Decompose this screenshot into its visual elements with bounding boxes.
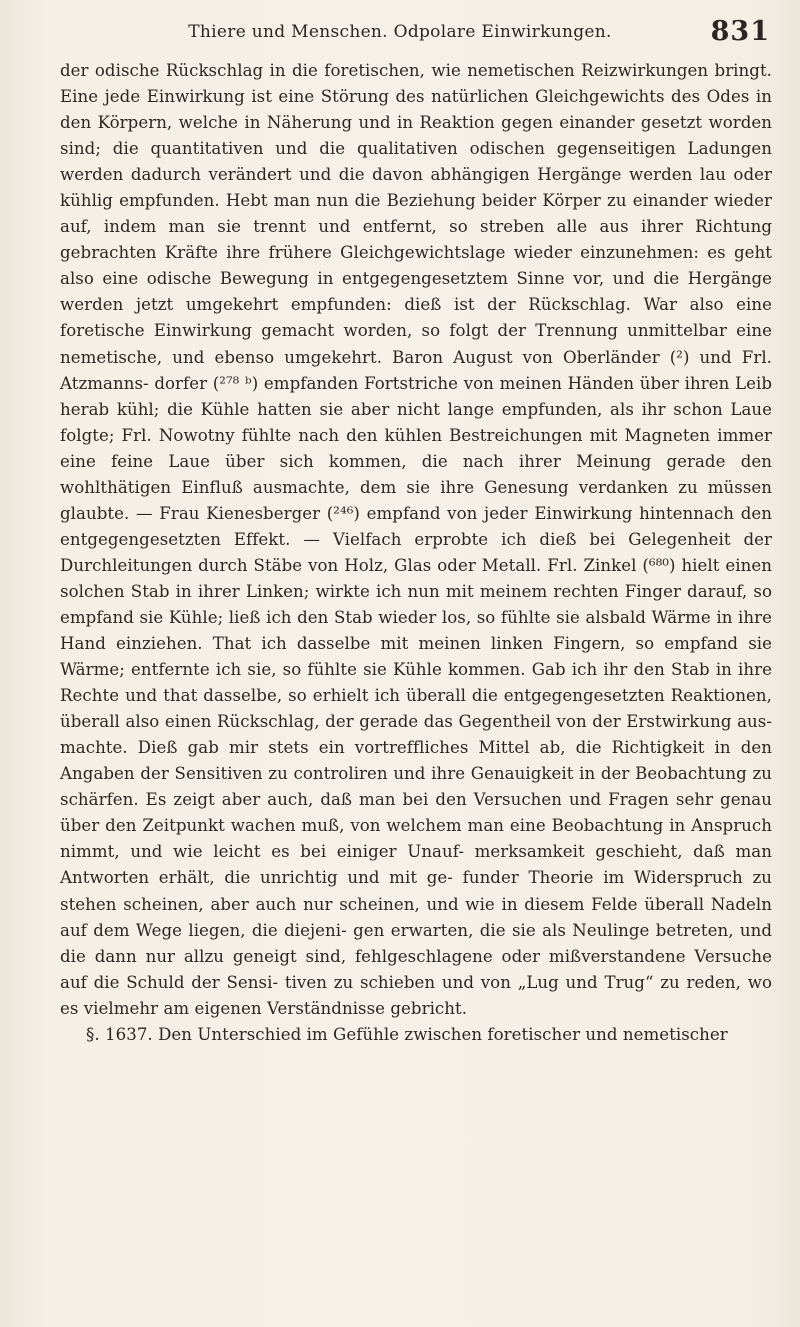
- section-paragraph-start: §. 1637. Den Unterschied im Gefühle zwischen foretischer und nemetischer: [86, 1024, 728, 1044]
- page-number: 831: [710, 16, 770, 47]
- main-paragraph: der odische Rückschlag in die foretischen, wie nemetischen Reizwirkungen bringt. Eine jede Einwirkung ist eine Störung des natürlichen Gleichgewichts des Odes in den Körpern, welche in Näherung und in Reaktion gegen einander gesetzt worden sind; die quantitativen und die qualitativen odischen gegenseitigen Ladungen werden dadurch verändert und die davon abhängigen Hergänge werden lau oder kühlig empfunden. Hebt man nun die Beziehung beider Körper zu einander wieder auf, indem man sie trennt und entfernt, so streben alle aus ihrer Richtung gebrachten Kräfte ihre frühere Gleichgewichtslage wieder einzunehmen: es geht also eine odische Bewegung in entgegengesetztem Sinne vor, und die Hergänge werden jetzt umgekehrt empfunden: dieß ist der Rückschlag. War also eine foretische Einwirkung gemacht worden, so folgt der Trennung unmittelbar eine nemetische, und ebenso umgekehrt. Baron August von Oberländer (²) und Frl. Atzmanns- dorfer (²⁷⁸ ᵇ) empfanden Fortstriche von meinen Händen über ihren Leib herab kühl; die Kühle hatten sie aber nicht lange empfunden, als ihr schon Laue folgte; Frl. Nowotny fühlte nach den kühlen Bestreichungen mit Magneten immer eine feine Laue über sich kommen, die nach ihrer Meinung gerade den wohlthätigen Einfluß ausmachte, dem sie ihre Genesung verdanken zu müssen glaubte. — Frau Kienesberger (²⁴⁶) empfand von jeder Einwirkung hintennach den entgegengesetzten Effekt. — Vielfach erprobte ich dieß bei Gelegenheit der Durchleitungen durch Stäbe von Holz, Glas oder Metall. Frl. Zinkel (⁶⁸⁰) hielt einen solchen Stab in ihrer Linken; wirkte ich nun mit meinem rechten Finger darauf, so empfand sie Kühle; ließ ich den Stab wieder los, so fühlte sie alsbald Wärme in ihre Hand einziehen. That ich dasselbe mit meinen linken Fingern, so empfand sie Wärme; entfernte ich sie, so fühlte sie Kühle kommen. Gab ich ihr den Stab in ihre Rechte und that dasselbe, so erhielt ich überall die entgegengesetzten Reaktionen, überall also einen Rückschlag, der gerade das Gegentheil von der Erstwirkung aus- machte. Dieß gab mir stets ein vortreffliches Mittel ab, die Richtigkeit in den Angaben der Sensitiven zu controliren und ihre Genauigkeit in der Beobachtung zu schärfen. Es zeigt aber auch, daß man bei den Versuchen und Fragen sehr genau über den Zeitpunkt wachen muß, von welchem man eine Beobachtung in Anspruch nimmt, und wie leicht es bei einiger Unauf- merksamkeit geschieht, daß man Antworten erhält, die unrichtig und mit ge- funder Theorie im Widerspruch zu stehen scheinen, aber auch nur scheinen, und wie in diesem Felde überall Nadeln auf dem Wege liegen, die diejeni- gen erwarten, die sie als Neulinge betreten, und die dann nur allzu geneigt sind, fehlgeschlagene oder mißverstandene Versuche auf die Schuld der Sensi- tiven zu schieben und von „Lug und Trug“ zu reden, wo es vielmehr am eigenen Verständnisse gebricht.: [60, 61, 772, 1018]
- page-header: [90, 16, 770, 52]
- running-title: Thiere und Menschen. Odpolare Einwirkungen.: [188, 22, 612, 42]
- body-text: [60, 58, 772, 1048]
